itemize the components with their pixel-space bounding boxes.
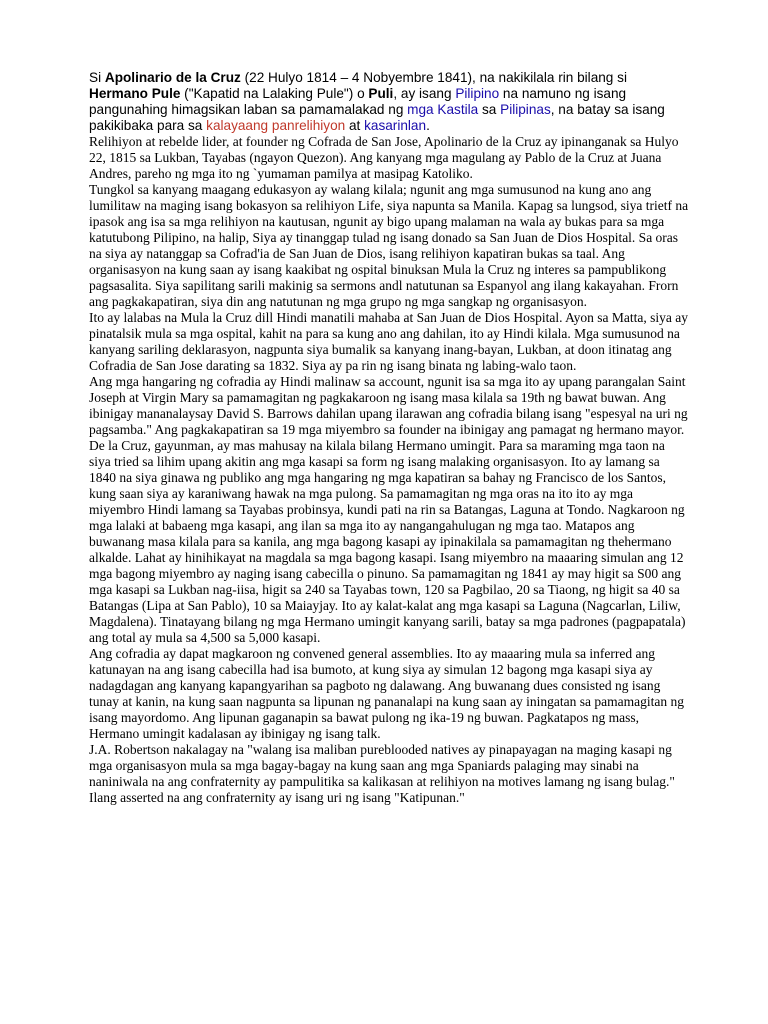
body-paragraph: J.A. Robertson nakalagay na "walang isa maliban pureblooded natives ay pinapayagan na maging kasapi ng mga organisasyon mula sa mga bagay-bagay na kung saan ang mga Spaniards palaging may sinabi na naniniwala na ang confraternity ay pampulitika sa kalikasan at relihiyon na motives lamang ng isang bulag." Ilang asserted na ang confraternity ay isang uri ng isang "Katipunan." (89, 742, 675, 805)
intro-text: . (426, 118, 430, 133)
name-hermano-pule: Hermano Pule (89, 86, 181, 101)
link-pilipino[interactable]: Pilipino (455, 86, 500, 101)
link-kalayaang-panrelihiyon[interactable]: kalayaang panrelihiyon (206, 118, 346, 133)
intro-text: sa (478, 102, 501, 117)
document-page (89, 70, 689, 806)
link-pilipinas[interactable]: Pilipinas (500, 102, 551, 117)
body-paragraph: Relihiyon at rebelde lider, at founder ng Cofrada de San Jose, Apolinario de la Cruz ay ipinanganak sa Hulyo 22, 1815 sa Lukban, Tayabas (ngayon Quezon). Ang kanyang mga magulang ay Pablo de la Cruz at Juana Andres, pareho ng mga ito ng `yumaman pamilya at masipag Katoliko. (89, 134, 679, 181)
name-puli: Puli (368, 86, 394, 101)
link-kasarinlan[interactable]: kasarinlan (364, 118, 427, 133)
intro-text: at (345, 118, 365, 133)
intro-paragraph (89, 70, 689, 134)
link-mga-kastila[interactable]: mga Kastila (407, 102, 479, 117)
body-paragraph: Ang mga hangaring ng cofradia ay Hindi malinaw sa account, ngunit isa sa mga ito ay upang parangalan Saint Joseph at Virgin Mary sa pamamagitan ng pagkakaroon ng isang masa kilala sa 19th ng bawat buwan. Ang ibinigay mananalaysay David S. Barrows dahilan upang ilarawan ang cofradia bilang isang "espesyal na uri ng pagsamba." Ang pagkakapatiran sa 19 mga miyembro sa founder na ibinigay ang pamagat ng hermano mayor. De la Cruz, gayunman, ay mas mahusay na kilala bilang Hermano umingit. Para sa maraming mga taon na siya tried sa lihim upang akitin ang mga kasapi sa form ng isang malaking organisasyon. Ito ay lamang sa 1840 na siya ginawa ng publiko ang mga hangaring ng mga kapatiran sa bahay ng Francisco de los Santos, kung saan siya ay karaniwang hawak na mga pulong. Sa pamamagitan ng mga oras na ito ito ay mga miyembro Hindi lamang sa Tayabas probinsya, kundi pati na rin sa Batangas, Laguna at Tondo. Nagkaroon ng mga lalaki at babaeng mga kasapi, ang ilan sa mga ito ay nangangahulugan ng mga tao. Matapos ang buwanang masa kilala para sa kanila, ang mga bagong kasapi ay ipinakilala sa pamamagitan ng thehermano alkalde. Lahat ay hinihikayat na magdala sa mga bagong kasapi. Isang miyembro na maaaring simulan ang 12 mga bagong miyembro ay naging isang cabecilla o pinuno. Sa pamamagitan ng 1841 ay may higit sa S00 ang mga kasapi sa Lukban nag-iisa, higit sa 240 sa Tayabas town, 120 sa Pagbilao, 20 sa Tiaong, ng higit sa 40 sa Batangas (Lipa at San Pablo), 10 sa Maiayjay. Ito ay kalat-kalat ang mga kasapi sa Laguna (Nagcarlan, Liliw, Magdalena). Tinatayang bilang ng mga Hermano umingit kanyang sarili, batay sa mga padrones (pagpapatala) ang total ay mula sa 4,500 sa 5,000 kasapi. (89, 374, 688, 645)
body-paragraph: Ito ay lalabas na Mula la Cruz dill Hindi manatili mahaba at San Juan de Dios Hospital. Ayon sa Matta, siya ay pinatalsik mula sa mga ospital, kahit na para sa kung ano ang dahilan, ito ay Hindi kilala. Mga sumusunod na kanyang sariling deklarasyon, nagpunta siya bumalik sa kanyang inang-bayan, Lukban, at doon itinatag ang Cofradia de San Jose darating sa 1832. Siya ay pa rin ng isang binata ng labing-walo taon. (89, 310, 689, 373)
intro-text: Si (89, 70, 105, 85)
intro-text: (22 Hulyo 1814 – 4 Nobyembre 1841), na nakikilala rin bilang si (240, 70, 627, 85)
name-apolinario: Apolinario de la Cruz (104, 70, 241, 85)
body-paragraph: Ang cofradia ay dapat magkaroon ng convened general assemblies. Ito ay maaaring mula sa inferred ang katunayan na ang isang cabecilla had isa bumoto, at kung siya ay simulan 12 bagong mga kasapi siya ay nadagdagan ang kanyang kapangyarihan sa pagboto ng dalawang. Ang buwanang dues consisted ng isang tunay at kanin, na kung saan nagpunta sa lipunan ng pananalapi na kung saan ay iningatan sa pamamagitan ng isang mayordomo. Ang lipunan gaganapin sa bawat pulong ng ika-19 ng buwan. Pagkatapos ng mass, Hermano umingit kadalasan ay ibinigay ng isang talk. (89, 646, 684, 741)
intro-text: , na batay sa isang pakikibaka para sa (89, 102, 665, 133)
intro-text: ("Kapatid na Lalaking Pule") o (180, 86, 369, 101)
intro-text: na namuno ng isang pangunahing himagsikan laban sa pamamalakad ng (89, 86, 627, 117)
body-paragraph: Tungkol sa kanyang maagang edukasyon ay walang kilala; ngunit ang mga sumusunod na kung ano ang lumilitaw na maging isang bokasyon sa relihiyon Life, siya napunta sa Manila. Kapag sa lungsod, siya trietf na ipasok ang isa sa mga relihiyon na kautusan, ngunit ay bigo upang malaman na wala ay bukas para sa mga katutubong Pilipino, na halip, Siya ay tinanggap tulad ng isang donado sa San Juan de Dios Hospital. Sa oras na siya ay natanggap sa Cofrad'ia de San Juan de Dios, isang relihiyon kapatiran bukas sa taal. Ang organisasyon na kung saan ay isang kaakibat ng ospital binuksan Mula la Cruz ng interes sa pampublikong pagsasalita. Siya sapilitang sarili makinig sa sermons andl natutunan sa Espanyol ang ilang kakayahan. Frorn ang pagkakapatiran, siya din ang natutunan ng mga grupo ng mga sangkap ng organisasyon. (89, 182, 689, 309)
intro-text: , ay isang (393, 86, 456, 101)
